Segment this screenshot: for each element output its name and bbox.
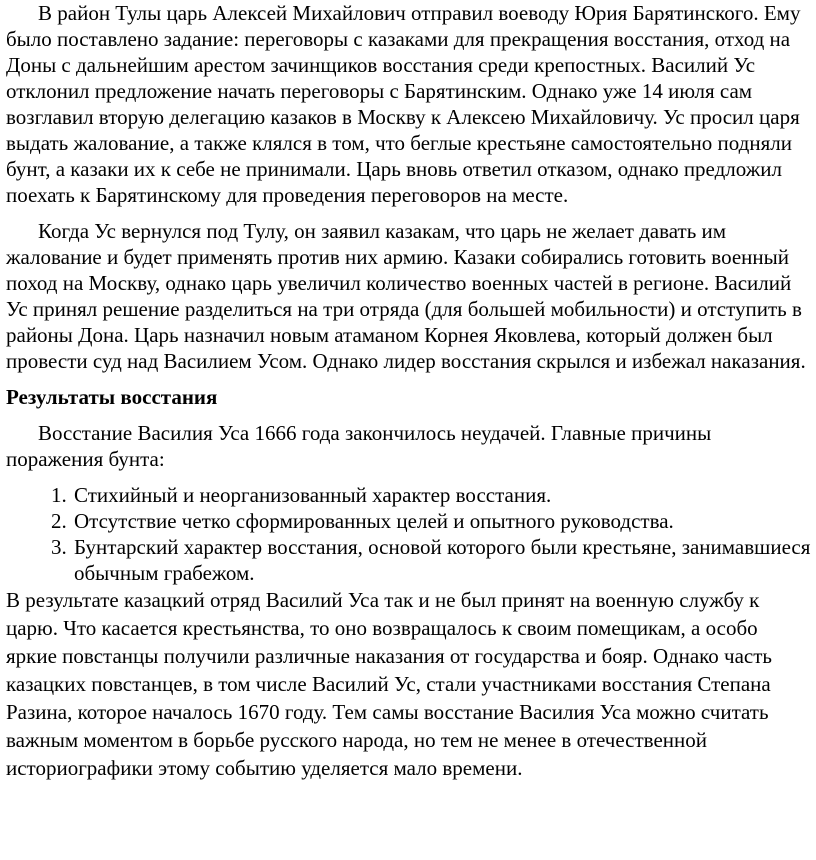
reasons-list bbox=[6, 482, 812, 586]
section-heading: Результаты восстания bbox=[6, 385, 218, 409]
paragraph-barytinsky: В район Тулы царь Алексей Михайлович отправил воеводу Юрия Барятинского. Ему было поставлено задание: переговоры с казаками для прекращения восстания, отход на Доны с дальнейшим арестом зачинщиков восстания среди крепостных. Василий Ус отклонил предложение начать переговоры с Барятинским. Однако уже 14 июля сам возглавил вторую делегацию казаков в Москву к Алексею Михайловичу. Ус просил царя выдать жалование, а также клялся в том, что беглые крестьяне самостоятельно подняли бунт, а казаки их к себе не принимали. Царь вновь ответил отказом, однако предложил поехать к Барятинскому для проведения переговоров на месте. bbox=[6, 1, 801, 207]
paragraph-return-to-tula: Когда Ус вернулся под Тулу, он заявил казакам, что царь не желает давать им жалование и будет применять против них армию. Казаки собирались готовить военный поход на Москву, однако царь увеличил количество военных частей в регионе. Василий Ус принял решение разделиться на три отряда (для большей мобильности) и отступить в районы Дона. Царь назначил новым атаманом Корнея Яковлева, который должен был провести суд над Василием Усом. Однако лидер восстания скрылся и избежал наказания. bbox=[6, 219, 806, 373]
list-item: 2. Отсутствие четко сформированных целей и опытного руководства. bbox=[72, 508, 812, 534]
list-item: 3. Бунтарский характер восстания, основой которого были крестьяне, занимавшиеся обычным грабежом. bbox=[72, 534, 812, 586]
list-item: 1. Стихийный и неорганизованный характер восстания. bbox=[72, 482, 812, 508]
section-intro: Восстание Василия Уса 1666 года закончилось неудачей. Главные причины поражения бунта: bbox=[6, 421, 712, 471]
section-conclusion: В результате казацкий отряд Василий Уса так и не был принят на военную службу к царю. Что касается крестьянства, то оно возвращалось к своим помещикам, а особо яркие повстанцы получили различные наказания от государства и бояр. Однако часть казацких повстанцев, в том числе Василий Ус, стали участниками восстания Степана Разина, которое началось 1670 году. Тем самы восстание Василия Уса можно считать важным моментом в борьбе русского народа, но тем не менее в отечественной историографики этому событию уделяется мало времени. bbox=[6, 588, 773, 780]
